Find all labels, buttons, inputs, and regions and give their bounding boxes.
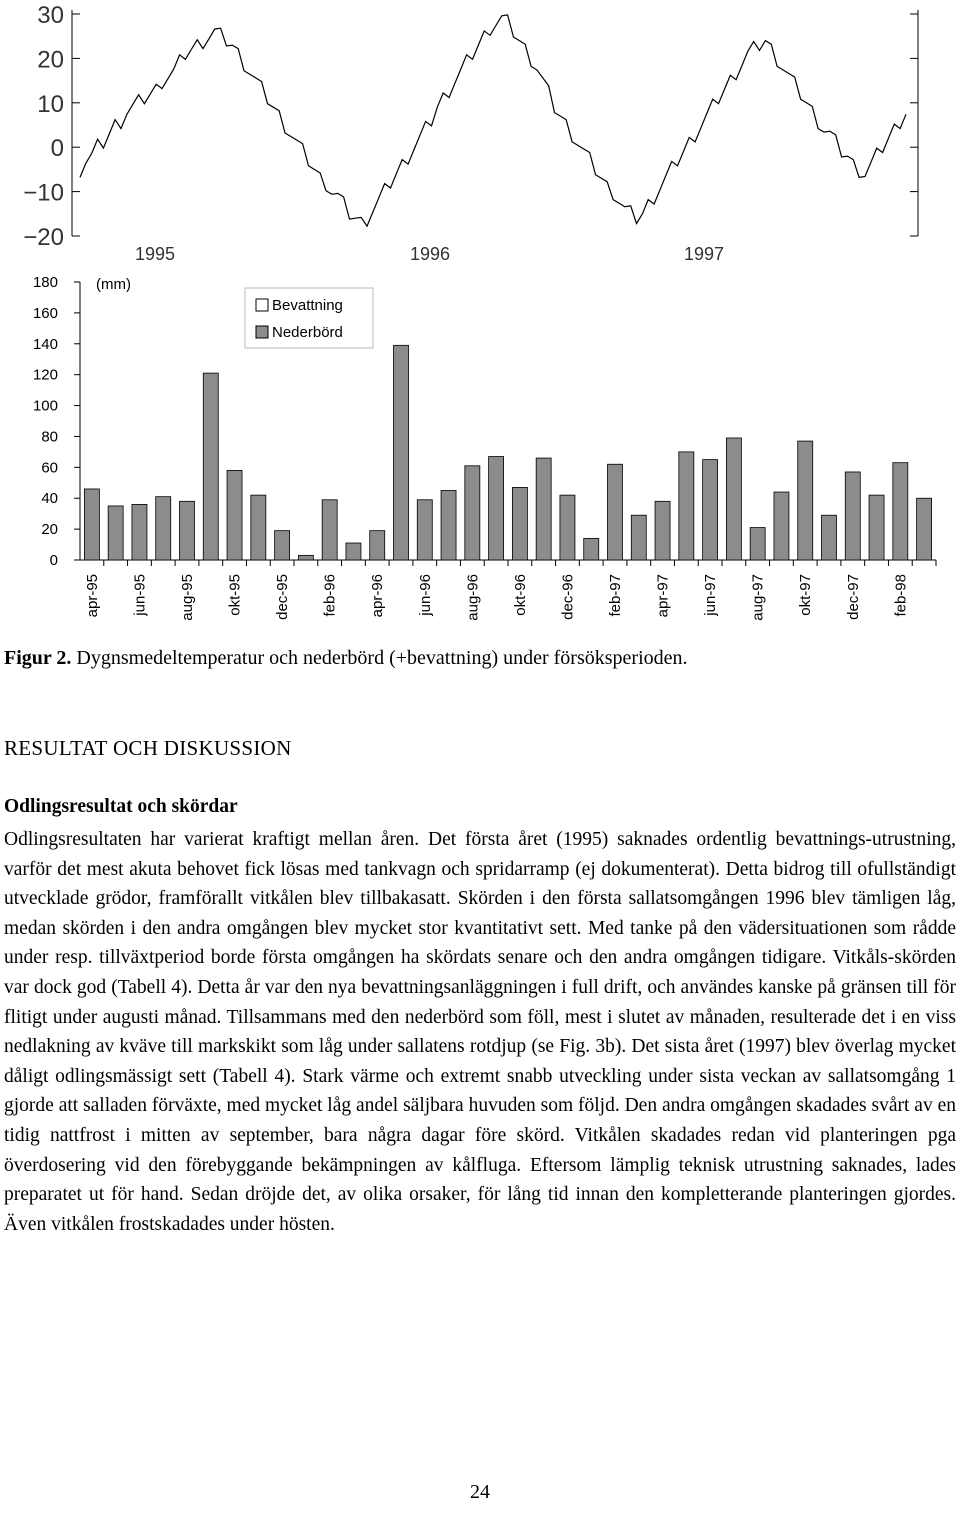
bar-nederbord: [560, 495, 575, 560]
body-paragraph: Odlingsresultaten har varierat kraftigt mellan åren. Det första året (1995) saknades ordentlig bevattnings-utrustning, varför det mest akuta behovet fick lösas med tankvagn och spridarramp (ej dokumenterat). Detta bidrog till ofullständigt utvecklade grödor, framförallt vitkålen blev tillbakasatt. Skörden i den första sallatsomgången 1996 blev tämligen låg, medan skörden i den andra omgången blev mycket stor kvantitativt sett. Med tanke på den vädersituationen som rådde under resp. tillväxtperiod borde första omgången ha skördats senare och den andra omgången tidigare. Vitkåls-skörden var dock god (Tabell 4). Detta år var den nya bevattningsanläggningen i full drift, och användes kanske på gränsen till för flitigt under augusti månad. Tillsammans med den nederbörd som föll, mest i slutet av månaden, resulterade det i en viss nedlakning av kväve till markskikt som låg under sallatens rotdjup (se Fig. 3b). Det sista året (1997) blev överlag mycket dåligt odlingsmässigt sett (Tabell 4). Stark värme och extremt snabb utveckling under sista veckan av sallatsomgång 1 gjorde att salladen förväxte, med mycket låg andel säljbara huvuden som följd. Den andra omgången skadades svårt av en tidig nattfrost i mitten av september, bara några dagar före skörd. Vitkålen skadades redan vid planteringen pga överdosering vid den förebyggande bekämpningen av kålfluga. Eftersom lämplig teknisk utrustning saknades, lades preparatet ut för hand. Sedan dröjde det, av olika orsaker, för lång tid innan den kompletterande planteringen gjordes. Även vitkålen frostskadades under hösten.: [4, 829, 956, 1235]
bar-ytick-label: 180: [32, 274, 58, 291]
legend: [245, 288, 373, 348]
bar-xtick-label: apr-95: [83, 574, 101, 618]
bar-nederbord: [441, 491, 456, 561]
bar-ytick-label: 0: [49, 552, 58, 569]
bar-xtick-label: dec-95: [274, 574, 292, 620]
bar-nederbord: [394, 345, 409, 560]
bar-nederbord: [798, 441, 813, 560]
bar-nederbord: [608, 464, 623, 560]
figure-caption-text: Dygnsmedeltemperatur och nederbörd (+bevattning) under försöksperioden.: [71, 647, 688, 669]
bar-nederbord: [917, 498, 932, 560]
bar-nederbord: [132, 504, 147, 560]
bar-ytick-label: 20: [41, 521, 58, 539]
temp-ytick-label: 0: [50, 135, 64, 163]
precipitation-chart: [33, 274, 936, 621]
bar-nederbord: [84, 489, 99, 560]
bar-nederbord: [869, 495, 884, 560]
bar-ytick-label: 40: [41, 490, 58, 508]
section-heading: RESULTAT OCH DISKUSSION: [4, 736, 292, 760]
bar-nederbord: [536, 458, 551, 560]
bar-xtick-label: okt-96: [511, 574, 529, 616]
bar-ytick-label: 140: [32, 335, 58, 353]
year-label-1997: 1997: [683, 244, 725, 264]
page-number: 24: [470, 1481, 490, 1503]
bar-ytick-label: 160: [32, 304, 58, 322]
bar-nederbord: [156, 497, 171, 560]
bar-xtick-label: dec-97: [844, 574, 862, 620]
bar-nederbord: [227, 470, 242, 560]
temp-ytick-label: 30: [37, 2, 64, 29]
bar-nederbord: [750, 528, 765, 560]
temp-ytick-label: 20: [37, 46, 64, 74]
bar-nederbord: [417, 500, 432, 560]
bar-nederbord: [180, 501, 195, 560]
bar-xtick-label: aug-95: [179, 574, 196, 621]
bar-nederbord: [275, 531, 290, 560]
bar-nederbord: [893, 463, 908, 560]
bar-xtick-label: jun-95: [131, 574, 149, 616]
bar-ytick-label: 60: [41, 459, 58, 477]
bar-nederbord: [298, 555, 313, 560]
year-label-1996: 1996: [409, 244, 451, 264]
bar-nederbord: [322, 500, 337, 560]
bar-xtick-label: okt-97: [797, 574, 815, 616]
bar-xtick-label: okt-95: [226, 574, 244, 616]
bar-nederbord: [631, 515, 646, 560]
bar-xtick-label: feb-98: [892, 574, 910, 617]
bar-nederbord: [251, 495, 266, 560]
figure-chart: [0, 0, 960, 640]
bar-xtick-label: apr-97: [654, 574, 672, 618]
figure-caption: [4, 647, 688, 670]
bar-xtick-label: aug-97: [749, 574, 767, 621]
bar-nederbord: [346, 543, 361, 560]
bar-xtick-label: dec-96: [559, 574, 577, 620]
bar-nederbord: [584, 538, 599, 560]
bar-xtick-label: feb-97: [607, 574, 624, 617]
bar-xtick-label: feb-96: [321, 574, 339, 617]
bar-nederbord: [726, 438, 741, 560]
bar-xtick-label: jun-97: [702, 574, 720, 616]
temperature-line: [80, 15, 906, 226]
legend-label-bevattning: Bevattning: [272, 297, 343, 314]
temp-ytick-label: −20: [23, 224, 64, 251]
year-label-1995: 1995: [134, 244, 176, 264]
bar-nederbord: [822, 515, 837, 560]
legend-label-nederbord: Nederbörd: [272, 324, 343, 341]
bar-nederbord: [655, 501, 670, 560]
bar-nederbord: [203, 373, 218, 560]
bar-nederbord: [774, 492, 789, 560]
temp-ytick-label: −10: [23, 179, 64, 207]
bar-nederbord: [703, 460, 718, 560]
bar-nederbord: [512, 487, 527, 560]
bar-nederbord: [108, 506, 123, 560]
bar-nederbord: [465, 466, 480, 560]
bar-unit-label: (mm): [96, 276, 131, 293]
figure-caption-label: Figur 2.: [4, 647, 72, 669]
temp-ytick-label: 10: [37, 90, 64, 118]
bar-xtick-label: jun-96: [416, 574, 434, 616]
legend-swatch-bevattning: [256, 299, 268, 311]
subsection-heading: Odlingsresultat och skördar: [4, 796, 238, 817]
bar-nederbord: [370, 531, 385, 560]
bar-ytick-label: 80: [41, 428, 58, 446]
legend-swatch-nederbord: [256, 326, 268, 338]
bar-ytick-label: 120: [32, 366, 58, 384]
bar-xtick-label: aug-96: [464, 574, 482, 621]
bar-nederbord: [845, 472, 860, 560]
bar-xtick-label: apr-96: [369, 574, 387, 618]
bar-nederbord: [679, 452, 694, 560]
bar-nederbord: [489, 457, 504, 560]
bar-ytick-label: 100: [32, 397, 58, 415]
temperature-chart: [23, 2, 918, 264]
